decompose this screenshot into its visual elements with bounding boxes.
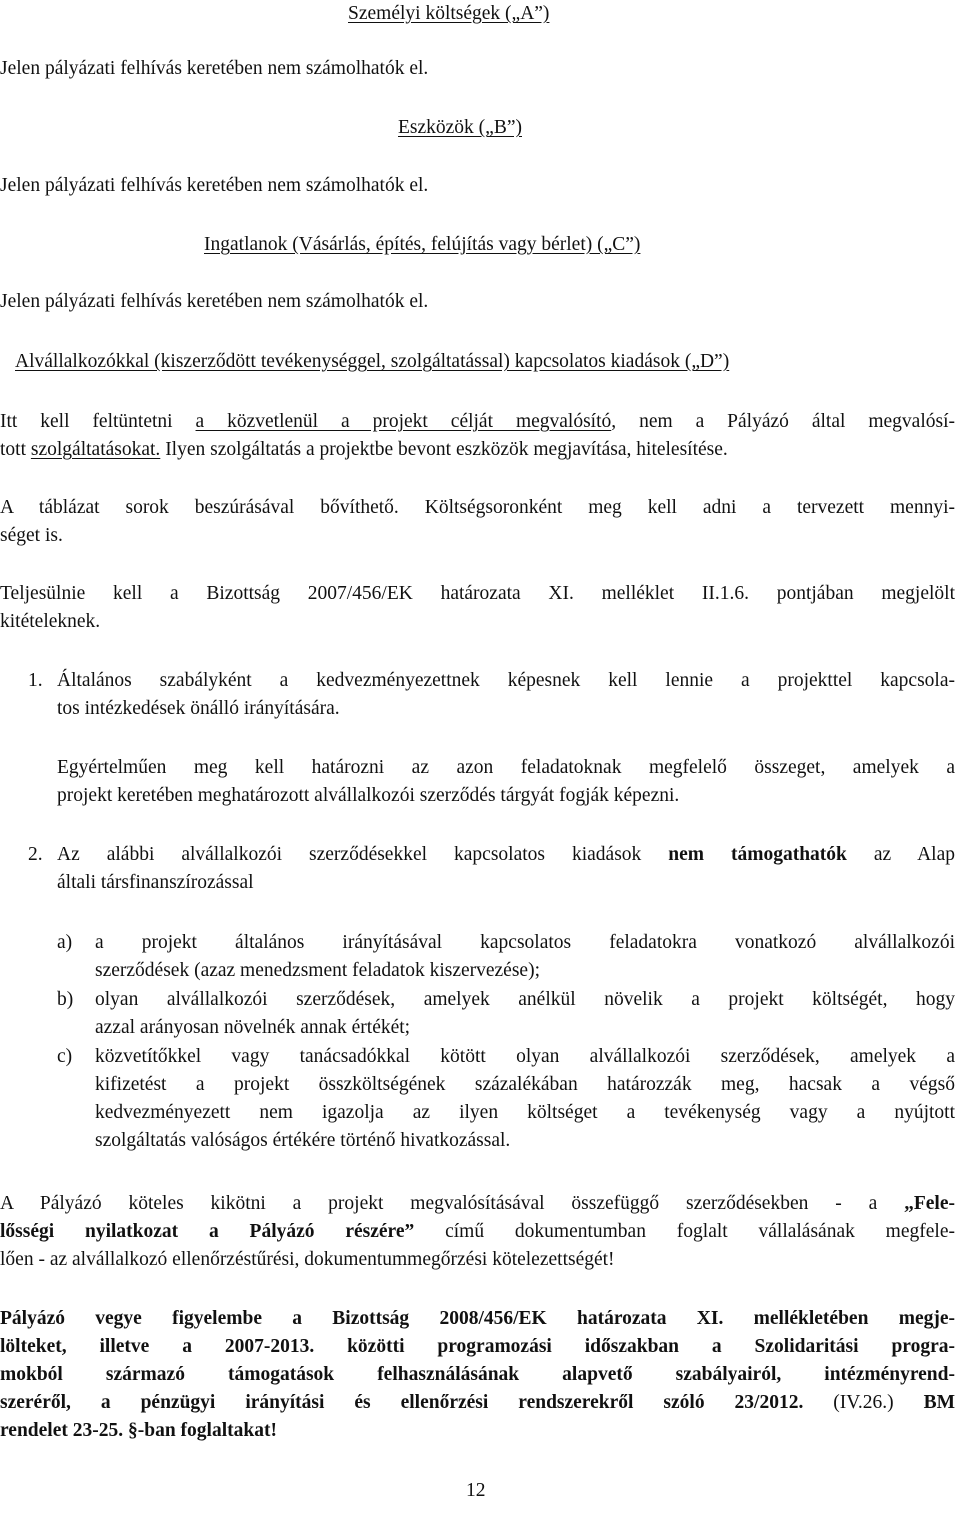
page-number: 12 bbox=[466, 1480, 486, 1501]
heading-subcontractors: Alvállalkozókkal (kiszerződött tevékenységgel, szolgáltatással) kapcsolatos kiadások („D”) bbox=[15, 351, 730, 372]
para5-line3: mokból származó támogatások felhasználásának alapvető szabályairól, intézményrend- bbox=[0, 1364, 955, 1385]
para5-line4: szeréről, a pénzügyi irányítási és ellenőrzési rendszerekről szóló 23/2012. (IV.26.) BM bbox=[0, 1392, 955, 1413]
sub-c-label: c) bbox=[57, 1046, 73, 1067]
sub-c-line2: kifizetést a projekt összköltségének százalékában határozzák meg, hacsak a végső bbox=[95, 1074, 955, 1095]
sub-b-line2: azzal arányosan növelnék annak értékét; bbox=[95, 1017, 411, 1038]
sub-a-label: a) bbox=[57, 932, 73, 953]
not-accountable-note-c: Jelen pályázati felhívás keretében nem számolhatók el. bbox=[0, 291, 429, 312]
para4-line3: lően - az alvállalkozó ellenőrzéstűrési, dokumentummegőrzési kötelezettségét! bbox=[0, 1249, 615, 1270]
para2-line1: A táblázat sorok beszúrásával bővíthető. Költségsoronként meg kell adni a tervezett mennyi- bbox=[0, 497, 955, 518]
item1-para2-line1: Egyértelműen meg kell határozni az azon feladatoknak megfelelő összeget, amelyek a bbox=[57, 757, 955, 778]
para3-line1: Teljesülnie kell a Bizottság 2007/456/EK határozata XI. melléklet II.1.6. pontjában megjelölt bbox=[0, 583, 955, 604]
para1-line1: Itt kell feltüntetni a közvetlenül a projekt célját megvalósító, nem a Pályázó által megvalósí- bbox=[0, 411, 955, 432]
item1-line1: Általános szabályként a kedvezményezettnek képesnek kell lennie a projekttel kapcsola- bbox=[57, 670, 955, 691]
para4-line2: lősségi nyilatkozat a Pályázó részére” című dokumentumban foglalt vállalásának megfele- bbox=[0, 1221, 955, 1242]
sub-a-line1: a projekt általános irányításával kapcsolatos feladatokra vonatkozó alvállalkozói bbox=[95, 932, 955, 953]
item1-line2: tos intézkedések önálló irányítására. bbox=[57, 698, 340, 719]
sub-a-line2: szerződések (azaz menedzsment feladatok kiszervezése); bbox=[95, 960, 540, 981]
para2-line2: séget is. bbox=[0, 525, 63, 546]
sub-c-line1: közvetítőkkel vagy tanácsadókkal kötött olyan alvállalkozói szerződések, amelyek a bbox=[95, 1046, 955, 1067]
para3-line2: kitételeknek. bbox=[0, 611, 101, 632]
heading-real-estate: Ingatlanok (Vásárlás, építés, felújítás vagy bérlet) („C”) bbox=[204, 234, 641, 255]
item2-line1: Az alábbi alvállalkozói szerződésekkel kapcsolatos kiadások nem támogathatók az Alap bbox=[57, 844, 955, 865]
item1-number: 1. bbox=[28, 670, 43, 691]
not-accountable-note-a: Jelen pályázati felhívás keretében nem számolhatók el. bbox=[0, 58, 429, 79]
item1-para2-line2: projekt keretében meghatározott alvállalkozói szerződés tárgyát fogják képezni. bbox=[57, 785, 680, 806]
sub-c-line3: kedvezményezett nem igazolja az ilyen költséget a tevékenység vagy a nyújtott bbox=[95, 1102, 955, 1123]
item2-number: 2. bbox=[28, 844, 43, 865]
para5-line2: lölteket, illetve a 2007-2013. közötti programozási időszakban a Szolidaritási progra- bbox=[0, 1336, 955, 1357]
heading-personnel-costs: Személyi költségek („A”) bbox=[348, 3, 550, 24]
sub-b-line1: olyan alvállalkozói szerződések, amelyek anélkül növelik a projekt költségét, hogy bbox=[95, 989, 955, 1010]
para5-line1: Pályázó vegye figyelembe a Bizottság 2008/456/EK határozata XI. mellékletében megje- bbox=[0, 1308, 955, 1329]
para4-line1: A Pályázó köteles kikötni a projekt megvalósításával összefüggő szerződésekben - a „Fele- bbox=[0, 1193, 955, 1214]
para1-line2: tott szolgáltatásokat. Ilyen szolgáltatás a projektbe bevont eszközök megjavítása, hitelesítése. bbox=[0, 439, 728, 460]
not-accountable-note-b: Jelen pályázati felhívás keretében nem számolhatók el. bbox=[0, 175, 429, 196]
sub-b-label: b) bbox=[57, 989, 74, 1010]
heading-equipment: Eszközök („B”) bbox=[398, 117, 522, 138]
para5-line5: rendelet 23-25. §-ban foglaltakat! bbox=[0, 1420, 277, 1441]
sub-c-line4: szolgáltatás valóságos értékére történő hivatkozással. bbox=[95, 1130, 511, 1151]
item2-line2: általi társfinanszírozással bbox=[57, 872, 254, 893]
